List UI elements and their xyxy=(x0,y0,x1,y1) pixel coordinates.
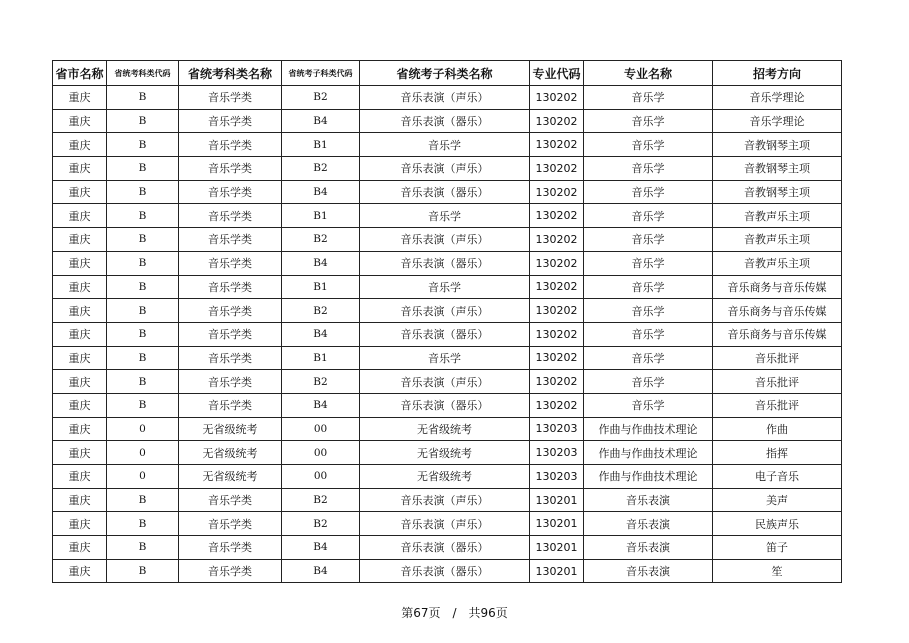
cell-province: 重庆 xyxy=(53,441,107,465)
cell-category-code: B xyxy=(107,204,179,228)
cell-major-code: 130202 xyxy=(530,275,584,299)
cell-major-name: 音乐表演 xyxy=(584,536,713,560)
cell-subcategory-name: 无省级统考 xyxy=(360,417,530,441)
cell-category-code: B xyxy=(107,370,179,394)
cell-direction: 民族声乐 xyxy=(713,512,842,536)
table-row xyxy=(53,441,842,465)
cell-subcategory-name: 音乐表演（声乐） xyxy=(360,488,530,512)
cell-direction: 作曲 xyxy=(713,417,842,441)
cell-direction: 音教钢琴主项 xyxy=(713,157,842,181)
cell-major-code: 130202 xyxy=(530,133,584,157)
cell-category-code: B xyxy=(107,109,179,133)
cell-province: 重庆 xyxy=(53,109,107,133)
cell-major-code: 130202 xyxy=(530,370,584,394)
cell-direction: 笛子 xyxy=(713,536,842,560)
cell-subcategory-code: B1 xyxy=(282,346,360,370)
cell-category-code: B xyxy=(107,251,179,275)
cell-major-name: 音乐表演 xyxy=(584,559,713,583)
cell-category-name: 音乐学类 xyxy=(179,180,282,204)
cell-major-code: 130202 xyxy=(530,251,584,275)
cell-major-code: 130203 xyxy=(530,441,584,465)
cell-province: 重庆 xyxy=(53,536,107,560)
cell-major-code: 130203 xyxy=(530,465,584,489)
cell-major-code: 130202 xyxy=(530,228,584,252)
cell-category-name: 音乐学类 xyxy=(179,157,282,181)
cell-subcategory-name: 音乐学 xyxy=(360,346,530,370)
cell-direction: 笙 xyxy=(713,559,842,583)
cell-category-name: 无省级统考 xyxy=(179,417,282,441)
table-row xyxy=(53,393,842,417)
cell-category-name: 音乐学类 xyxy=(179,393,282,417)
cell-major-code: 130201 xyxy=(530,536,584,560)
cell-direction: 音乐商务与音乐传媒 xyxy=(713,275,842,299)
cell-subcategory-code: 00 xyxy=(282,441,360,465)
cell-major-code: 130202 xyxy=(530,109,584,133)
cell-direction: 音教钢琴主项 xyxy=(713,133,842,157)
cell-category-name: 音乐学类 xyxy=(179,322,282,346)
cell-major-name: 音乐学 xyxy=(584,228,713,252)
table-row xyxy=(53,157,842,181)
cell-category-name: 音乐学类 xyxy=(179,133,282,157)
cell-subcategory-name: 音乐表演（器乐） xyxy=(360,559,530,583)
cell-major-name: 音乐学 xyxy=(584,133,713,157)
cell-major-name: 音乐学 xyxy=(584,370,713,394)
table-row xyxy=(53,370,842,394)
cell-major-code: 130201 xyxy=(530,512,584,536)
table-row xyxy=(53,109,842,133)
table-row xyxy=(53,86,842,110)
cell-category-name: 音乐学类 xyxy=(179,370,282,394)
cell-province: 重庆 xyxy=(53,393,107,417)
header-major-code: 专业代码 xyxy=(530,61,584,86)
cell-category-name: 音乐学类 xyxy=(179,275,282,299)
cell-province: 重庆 xyxy=(53,346,107,370)
cell-category-name: 音乐学类 xyxy=(179,559,282,583)
cell-major-name: 作曲与作曲技术理论 xyxy=(584,465,713,489)
cell-category-code: B xyxy=(107,133,179,157)
cell-major-code: 130202 xyxy=(530,393,584,417)
cell-category-code: B xyxy=(107,86,179,110)
cell-major-code: 130202 xyxy=(530,346,584,370)
cell-subcategory-code: B2 xyxy=(282,512,360,536)
cell-category-code: B xyxy=(107,536,179,560)
header-subcategory-code: 省统考子科类代码 xyxy=(282,61,360,86)
cell-province: 重庆 xyxy=(53,370,107,394)
cell-category-code: B xyxy=(107,275,179,299)
cell-subcategory-name: 音乐表演（声乐） xyxy=(360,157,530,181)
table-row xyxy=(53,204,842,228)
cell-major-name: 音乐学 xyxy=(584,393,713,417)
header-major-name: 专业名称 xyxy=(584,61,713,86)
cell-province: 重庆 xyxy=(53,275,107,299)
cell-major-code: 130202 xyxy=(530,204,584,228)
table-row xyxy=(53,322,842,346)
cell-subcategory-name: 音乐表演（声乐） xyxy=(360,86,530,110)
page-number: 第67页 / 共96页 xyxy=(401,606,508,620)
header-category-code: 省统考科类代码 xyxy=(107,61,179,86)
cell-major-name: 音乐表演 xyxy=(584,488,713,512)
cell-category-code: B xyxy=(107,559,179,583)
cell-major-code: 130202 xyxy=(530,180,584,204)
cell-subcategory-name: 音乐学 xyxy=(360,133,530,157)
cell-province: 重庆 xyxy=(53,251,107,275)
cell-province: 重庆 xyxy=(53,465,107,489)
cell-category-code: B xyxy=(107,393,179,417)
cell-subcategory-name: 音乐表演（声乐） xyxy=(360,299,530,323)
cell-major-name: 音乐学 xyxy=(584,204,713,228)
table-row xyxy=(53,417,842,441)
cell-province: 重庆 xyxy=(53,512,107,536)
cell-province: 重庆 xyxy=(53,86,107,110)
cell-subcategory-code: B1 xyxy=(282,133,360,157)
cell-province: 重庆 xyxy=(53,559,107,583)
cell-subcategory-name: 音乐表演（器乐） xyxy=(360,251,530,275)
cell-subcategory-code: B4 xyxy=(282,251,360,275)
header-subcategory-name: 省统考子科类名称 xyxy=(360,61,530,86)
cell-subcategory-name: 音乐表演（声乐） xyxy=(360,512,530,536)
table-row xyxy=(53,180,842,204)
cell-category-name: 无省级统考 xyxy=(179,441,282,465)
cell-major-name: 音乐学 xyxy=(584,109,713,133)
cell-direction: 音乐学理论 xyxy=(713,109,842,133)
cell-category-name: 音乐学类 xyxy=(179,488,282,512)
cell-major-code: 130201 xyxy=(530,559,584,583)
cell-subcategory-code: B1 xyxy=(282,204,360,228)
cell-major-name: 音乐学 xyxy=(584,86,713,110)
cell-category-name: 音乐学类 xyxy=(179,346,282,370)
cell-major-code: 130202 xyxy=(530,86,584,110)
cell-category-code: B xyxy=(107,346,179,370)
cell-category-name: 音乐学类 xyxy=(179,228,282,252)
cell-subcategory-code: B2 xyxy=(282,299,360,323)
header-province: 省市名称 xyxy=(53,61,107,86)
cell-province: 重庆 xyxy=(53,417,107,441)
table-row xyxy=(53,346,842,370)
cell-major-name: 音乐学 xyxy=(584,251,713,275)
cell-province: 重庆 xyxy=(53,299,107,323)
cell-major-name: 音乐学 xyxy=(584,322,713,346)
table-row xyxy=(53,536,842,560)
table-row xyxy=(53,299,842,323)
table-row xyxy=(53,275,842,299)
cell-subcategory-name: 无省级统考 xyxy=(360,465,530,489)
cell-direction: 音乐批评 xyxy=(713,346,842,370)
cell-category-code: B xyxy=(107,180,179,204)
cell-major-name: 作曲与作曲技术理论 xyxy=(584,417,713,441)
cell-subcategory-code: B4 xyxy=(282,109,360,133)
cell-major-code: 130201 xyxy=(530,488,584,512)
cell-subcategory-code: B2 xyxy=(282,157,360,181)
cell-category-code: 0 xyxy=(107,465,179,489)
cell-subcategory-name: 音乐表演（声乐） xyxy=(360,228,530,252)
cell-category-name: 音乐学类 xyxy=(179,536,282,560)
cell-category-code: B xyxy=(107,157,179,181)
table-row xyxy=(53,488,842,512)
cell-category-code: 0 xyxy=(107,441,179,465)
header-direction: 招考方向 xyxy=(713,61,842,86)
cell-subcategory-code: B1 xyxy=(282,275,360,299)
cell-direction: 电子音乐 xyxy=(713,465,842,489)
cell-category-code: B xyxy=(107,228,179,252)
cell-category-name: 音乐学类 xyxy=(179,251,282,275)
cell-major-code: 130202 xyxy=(530,157,584,181)
cell-direction: 音教声乐主项 xyxy=(713,204,842,228)
cell-major-name: 音乐学 xyxy=(584,346,713,370)
cell-category-code: B xyxy=(107,512,179,536)
cell-major-name: 音乐表演 xyxy=(584,512,713,536)
cell-category-name: 音乐学类 xyxy=(179,512,282,536)
cell-direction: 美声 xyxy=(713,488,842,512)
cell-major-code: 130202 xyxy=(530,322,584,346)
cell-subcategory-name: 音乐表演（声乐） xyxy=(360,370,530,394)
cell-direction: 音教声乐主项 xyxy=(713,251,842,275)
cell-subcategory-name: 音乐学 xyxy=(360,275,530,299)
cell-subcategory-code: B4 xyxy=(282,180,360,204)
cell-direction: 音乐学理论 xyxy=(713,86,842,110)
cell-category-code: B xyxy=(107,322,179,346)
cell-subcategory-name: 无省级统考 xyxy=(360,441,530,465)
cell-province: 重庆 xyxy=(53,228,107,252)
cell-subcategory-code: B2 xyxy=(282,228,360,252)
cell-province: 重庆 xyxy=(53,133,107,157)
cell-subcategory-code: 00 xyxy=(282,465,360,489)
header-category-name: 省统考科类名称 xyxy=(179,61,282,86)
table-row xyxy=(53,512,842,536)
cell-category-name: 音乐学类 xyxy=(179,86,282,110)
cell-subcategory-code: B4 xyxy=(282,559,360,583)
table-row xyxy=(53,559,842,583)
table-row xyxy=(53,228,842,252)
cell-direction: 音乐商务与音乐传媒 xyxy=(713,322,842,346)
cell-subcategory-code: B2 xyxy=(282,488,360,512)
cell-subcategory-code: B4 xyxy=(282,393,360,417)
header-row xyxy=(53,61,842,86)
cell-major-name: 音乐学 xyxy=(584,275,713,299)
cell-major-name: 音乐学 xyxy=(584,180,713,204)
cell-direction: 音乐批评 xyxy=(713,370,842,394)
cell-subcategory-name: 音乐表演（器乐） xyxy=(360,536,530,560)
admissions-table xyxy=(52,60,842,583)
cell-category-name: 音乐学类 xyxy=(179,204,282,228)
cell-direction: 音教钢琴主项 xyxy=(713,180,842,204)
cell-province: 重庆 xyxy=(53,204,107,228)
cell-province: 重庆 xyxy=(53,180,107,204)
cell-subcategory-name: 音乐表演（器乐） xyxy=(360,393,530,417)
table-row xyxy=(53,251,842,275)
cell-subcategory-code: 00 xyxy=(282,417,360,441)
table-row xyxy=(53,465,842,489)
cell-category-name: 无省级统考 xyxy=(179,465,282,489)
cell-subcategory-code: B2 xyxy=(282,86,360,110)
cell-major-name: 作曲与作曲技术理论 xyxy=(584,441,713,465)
cell-category-code: B xyxy=(107,299,179,323)
cell-major-name: 音乐学 xyxy=(584,157,713,181)
cell-province: 重庆 xyxy=(53,488,107,512)
cell-category-code: 0 xyxy=(107,417,179,441)
cell-category-name: 音乐学类 xyxy=(179,109,282,133)
cell-category-name: 音乐学类 xyxy=(179,299,282,323)
cell-direction: 音乐商务与音乐传媒 xyxy=(713,299,842,323)
cell-subcategory-name: 音乐表演（器乐） xyxy=(360,109,530,133)
cell-direction: 音教声乐主项 xyxy=(713,228,842,252)
cell-major-name: 音乐学 xyxy=(584,299,713,323)
cell-subcategory-code: B4 xyxy=(282,322,360,346)
cell-major-code: 130203 xyxy=(530,417,584,441)
cell-subcategory-name: 音乐表演（器乐） xyxy=(360,180,530,204)
table-row xyxy=(53,133,842,157)
cell-subcategory-code: B4 xyxy=(282,536,360,560)
cell-province: 重庆 xyxy=(53,157,107,181)
cell-direction: 指挥 xyxy=(713,441,842,465)
cell-subcategory-name: 音乐表演（器乐） xyxy=(360,322,530,346)
cell-province: 重庆 xyxy=(53,322,107,346)
cell-direction: 音乐批评 xyxy=(713,393,842,417)
cell-subcategory-name: 音乐学 xyxy=(360,204,530,228)
cell-category-code: B xyxy=(107,488,179,512)
cell-subcategory-code: B2 xyxy=(282,370,360,394)
cell-major-code: 130202 xyxy=(530,299,584,323)
